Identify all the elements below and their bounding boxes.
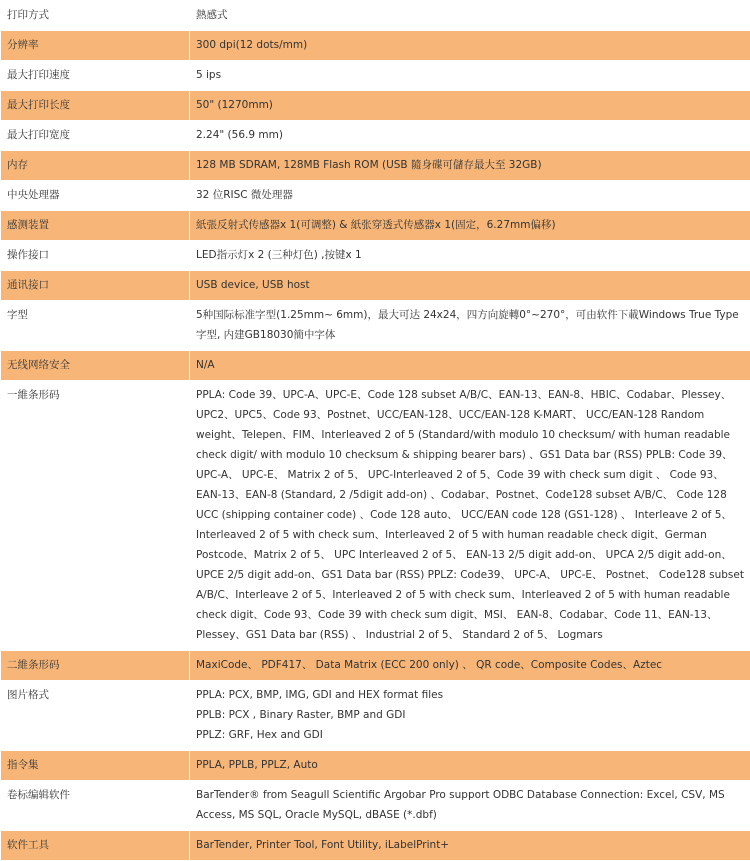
- spec-value: 50" (1270mm): [190, 91, 750, 121]
- spec-value: PPLA: Code 39、UPC-A、UPC-E、Code 128 subset A/B/C、EAN-13、EAN-8、HBIC、Codabar、Plessey、UPC2、UPC5、Code 93、Postnet、UCC/EAN-128、UCC/EAN-128 K-MART、 UCC/EAN-128 Random weight、Telepen、FIM、Interleaved 2 of 5 (Standard/with modulo 10 checksum/ with human readable check digit/ with modulo 10 checksum & shipping bearer bars) 、GS1 Data bar (RSS) PPLB: Code 39、 UPC-A、 UPC-E、 Matrix 2 of 5、 UPC-Interleaved 2 of 5、Code 39 with check sum digit 、 Code 93、EAN-13、EAN-8 (Standard, 2 /5digit add-on) 、Codabar、Postnet、Code128 subset A/B/C、 Code 128 UCC (shipping container code) 、Code 128 auto、 UCC/EAN code 128 (GS1-128) 、 Interleave 2 of 5、Interleaved 2 of 5 with check sum、Interleaved 2 of 5 with human readable check digit、German Postcode、Matrix 2 of 5、 UPC Interleaved 2 of 5、 EAN-13 2/5 digit add-on、 UPCA 2/5 digit add-on、UPCE 2/5 digit add-on、GS1 Data bar (RSS) PPLZ: Code39、 UPC-A、 UPC-E、 Postnet、 Code128 subset A/B/C、Interleave 2 of 5、Interleaved 2 of 5 with check sum、Interleaved 2 of 5 with human readable check digit、Code 93、Code 39 with check sum digit、MSI、 EAN-8、Codabar、Code 11、EAN-13、Plessey、GS1 Data bar (RSS) 、 Industrial 2 of 5、 Standard 2 of 5、 Logmars: [190, 381, 750, 651]
- spec-label: 卷标编辑软件: [1, 781, 190, 831]
- spec-value: MaxiCode、 PDF417、 Data Matrix (ECC 200 only) 、 QR code、Composite Codes、Aztec: [190, 651, 750, 681]
- spec-value: PPLA, PPLB, PPLZ, Auto: [190, 751, 750, 781]
- spec-label: 中央处理器: [1, 181, 190, 211]
- spec-value-line: PPLZ: GRF, Hex and GDI: [196, 725, 744, 745]
- spec-row-label-software: [1, 781, 750, 831]
- spec-label: 二維条形码: [1, 651, 190, 681]
- spec-value: BarTender, Printer Tool, Font Utility, iLabelPrint+: [190, 831, 750, 861]
- spec-label: 操作接口: [1, 241, 190, 271]
- spec-value: 熱感式: [190, 1, 750, 31]
- spec-label: 字型: [1, 301, 190, 351]
- spec-row-max-speed: [1, 61, 750, 91]
- spec-row-command-set: [1, 751, 750, 781]
- spec-row-image-formats: [1, 681, 750, 751]
- spec-row-cpu: [1, 181, 750, 211]
- spec-row-operation-interface: [1, 241, 750, 271]
- spec-label: 最大打印长度: [1, 91, 190, 121]
- spec-value: 32 位RISC 微处理器: [190, 181, 750, 211]
- spec-label: 打印方式: [1, 1, 190, 31]
- spec-label: 一維条形码: [1, 381, 190, 651]
- spec-value: N/A: [190, 351, 750, 381]
- spec-value: [190, 681, 750, 751]
- spec-row-print-method: [1, 1, 750, 31]
- spec-row-1d-barcodes: [1, 381, 750, 651]
- spec-value: USB device, USB host: [190, 271, 750, 301]
- spec-row-wireless-security: [1, 351, 750, 381]
- spec-row-resolution: [1, 31, 750, 61]
- spec-value: 2.24" (56.9 mm): [190, 121, 750, 151]
- spec-value: BarTender® from Seagull Scientific Argobar Pro support ODBC Database Connection: Excel, CSV, MS Access, MS SQL, Oracle MySQL, dBASE (*.dbf): [190, 781, 750, 831]
- spec-row-max-width: [1, 121, 750, 151]
- spec-value: 5 ips: [190, 61, 750, 91]
- spec-label: 分辨率: [1, 31, 190, 61]
- spec-label: 无线网络安全: [1, 351, 190, 381]
- spec-label: 软件工具: [1, 831, 190, 861]
- spec-label: 内存: [1, 151, 190, 181]
- spec-label: 通讯接口: [1, 271, 190, 301]
- spec-value: 紙張反射式传感器x 1(可调整) & 紙张穿透式传感器x 1(固定，6.27mm偏移): [190, 211, 750, 241]
- spec-label: 指令集: [1, 751, 190, 781]
- spec-label: 最大打印宽度: [1, 121, 190, 151]
- spec-row-software-tools: [1, 831, 750, 861]
- spec-value-line: PPLA: PCX, BMP, IMG, GDI and HEX format files: [196, 685, 744, 705]
- spec-row-2d-barcodes: [1, 651, 750, 681]
- spec-row-fonts: [1, 301, 750, 351]
- spec-row-communication-interface: [1, 271, 750, 301]
- spec-value-line: PPLB: PCX , Binary Raster, BMP and GDI: [196, 705, 744, 725]
- spec-row-sensors: [1, 211, 750, 241]
- spec-value: 300 dpi(12 dots/mm): [190, 31, 750, 61]
- spec-row-memory: [1, 151, 750, 181]
- spec-value: 5种国际标准字型(1.25mm~ 6mm)，最大可达 24x24，四方向旋轉0°~270°，可由软件下載Windows True Type 字型, 内建GB18030簡中字体: [190, 301, 750, 351]
- spec-label: 图片格式: [1, 681, 190, 751]
- spec-value: 128 MB SDRAM, 128MB Flash ROM (USB 隨身碟可儲存最大至 32GB): [190, 151, 750, 181]
- spec-label: 最大打印速度: [1, 61, 190, 91]
- spec-label: 感测装置: [1, 211, 190, 241]
- spec-value: LED指示灯x 2 (三种灯色) ,按键x 1: [190, 241, 750, 271]
- spec-row-max-length: [1, 91, 750, 121]
